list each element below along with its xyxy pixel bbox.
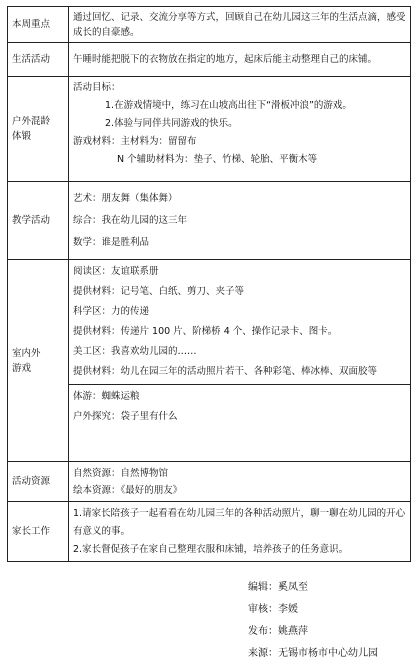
games-sports: 体游：蜘蛛运粮: [73, 391, 140, 402]
row-label-life: 生活活动: [8, 43, 69, 77]
row-label-resources: 活动资源: [8, 462, 69, 502]
table-row: [8, 77, 411, 182]
teaching-activity-cell: [69, 182, 411, 260]
games-reading: 阅读区：友谊联系册: [73, 266, 159, 277]
table-row: [8, 260, 411, 462]
parents-item-2: 2.家长督促孩子在家自己整理衣服和床铺，培养孩子的任务意识。: [73, 543, 349, 555]
outdoor-label-line-2: 体锻: [12, 131, 32, 142]
teaching-math: 数学：谁是胜利品: [73, 236, 150, 248]
games-sports-block: [69, 384, 410, 429]
life-activity-content: 午睡时能把脱下的衣物放在指定的地方，起床后能主动整理自己的床铺。: [73, 54, 378, 65]
outdoor-material-2: N 个辅助材料为：垫子、竹梯、轮胎、平衡木等: [117, 154, 318, 165]
outdoor-goal-1: 1.在游戏情境中，练习在山坡高出往下“滑板冲浪”的游戏。: [105, 100, 352, 111]
parents-item-1: 1.请家长陪孩子一起看看在幼儿园三年的各种活动照片，聊一聊在幼儿园的开心有意义的事。: [73, 507, 406, 537]
table-row: [8, 182, 411, 260]
outdoor-activity-cell: [69, 77, 411, 182]
row-label-teaching: 教学活动: [8, 182, 69, 260]
outdoor-goal-2: 2.体验与同伴共同游戏的快乐。: [105, 118, 238, 129]
credit-source: 来源：无锡市杨市中心幼儿园: [248, 648, 378, 659]
resources-natural: 自然资源：自然博物馆: [73, 467, 169, 479]
outdoor-label-line-1: 户外混龄: [12, 116, 51, 127]
teaching-integrated: 综合：我在幼儿园的这三年: [73, 214, 188, 226]
table-row: [8, 43, 411, 77]
games-art-materials: 提供材料：幼儿在园三年的活动照片若干、各种彩笔、棒冰棒、双面胶等: [73, 366, 378, 377]
resources-picture-book: 绘本资源：《最好的朋友》: [73, 484, 183, 496]
credit-publisher: 发布：姚燕萍: [248, 626, 308, 637]
table-row: [8, 7, 411, 43]
row-label-outdoor: [8, 77, 69, 182]
weekly-focus-content: 通过回忆、记录、交流分享等方式，回顾自己在幼儿园这三年的生活点滴，感受成长的自豪感。: [73, 11, 406, 38]
games-explore: 户外探究：袋子里有什么: [73, 411, 178, 422]
weekly-plan-table: [7, 6, 411, 562]
games-science: 科学区：力的传递: [73, 306, 150, 317]
outdoor-material-1: 游戏材料：主材料为：留留布: [73, 136, 197, 147]
life-activity-text: [69, 43, 411, 77]
games-reading-materials: 提供材料：记号笔、白纸、剪刀、夹子等: [73, 286, 245, 297]
teaching-art: 艺术：朋友舞（集体舞）: [73, 192, 178, 204]
row-label-weekly-focus: 本周重点: [8, 7, 69, 43]
weekly-focus-text: [69, 7, 411, 43]
table-row: [8, 462, 411, 502]
row-label-games: [8, 260, 69, 462]
credit-editor: 编辑：奚凤至: [248, 582, 308, 593]
table-row: [8, 502, 411, 562]
credit-reviewer: 审核：李媛: [248, 604, 298, 615]
resources-cell: [69, 462, 411, 502]
row-label-parents: 家长工作: [8, 502, 69, 562]
games-activity-cell: [69, 260, 411, 462]
games-science-materials: 提供材料：传递片 100 片、阶梯桥 4 个、操作记录卡、图卡。: [73, 326, 338, 337]
credits-block: [248, 577, 378, 665]
games-label-line-2: 游戏: [12, 362, 32, 374]
parents-cell: [69, 502, 411, 562]
games-art-area: 美工区：我喜欢幼儿园的……: [73, 346, 197, 357]
games-label-line-1: 室内外: [12, 347, 41, 359]
outdoor-goal-title: 活动目标：: [73, 82, 121, 93]
